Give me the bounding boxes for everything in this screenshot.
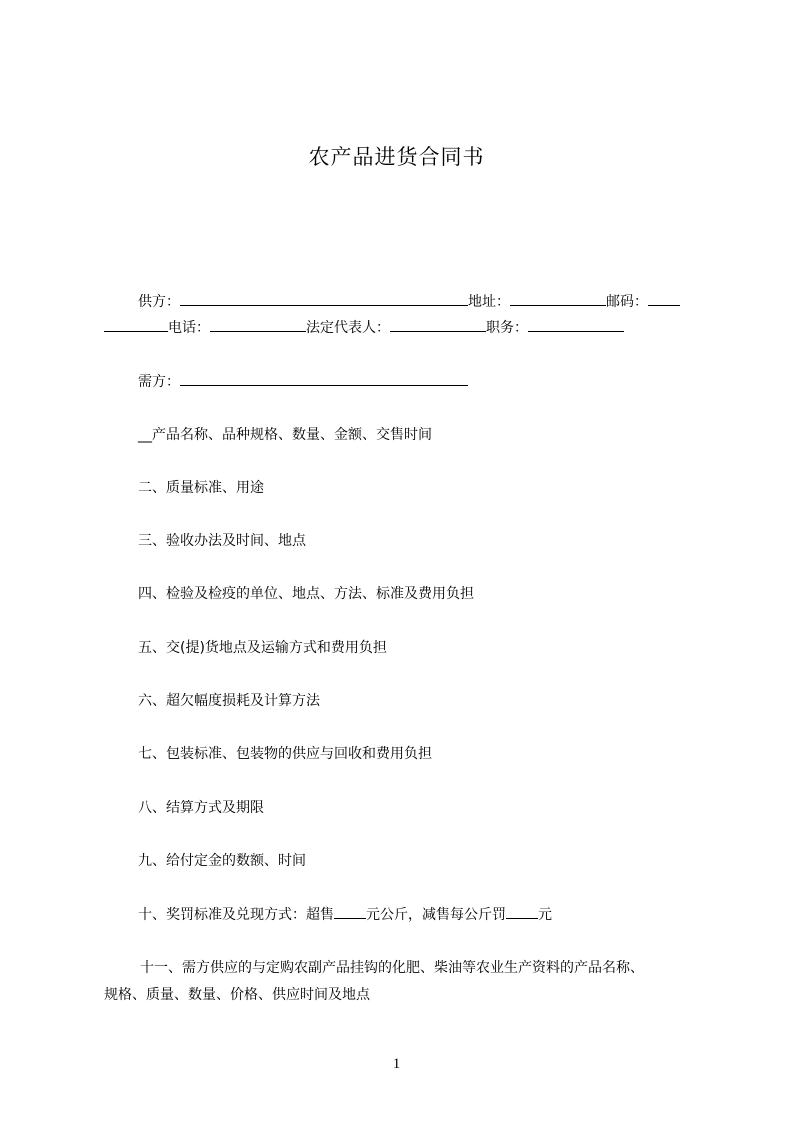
clause-1: __产品名称、品种规格、数量、金额、交售时间 bbox=[138, 427, 432, 443]
supplier-line bbox=[138, 291, 680, 312]
legal-rep-label: 法定代表人： bbox=[306, 320, 390, 336]
clause-10-suffix: 元 bbox=[538, 907, 552, 923]
phone-label: 电话： bbox=[168, 320, 210, 336]
document-title: 农产品进货合同书 bbox=[308, 145, 485, 169]
supplier-label: 供方： bbox=[138, 294, 180, 310]
clause-11-line-2: 规格、质量、数量、价格、供应时间及地点 bbox=[104, 987, 370, 1003]
buyer-blank[interactable] bbox=[180, 371, 468, 386]
position-label: 职务： bbox=[486, 320, 528, 336]
clause-8: 八、结算方式及期限 bbox=[138, 800, 264, 816]
oversale-blank[interactable] bbox=[334, 904, 366, 919]
page-number: 1 bbox=[392, 1056, 401, 1072]
position-blank[interactable] bbox=[528, 317, 624, 332]
phone-blank[interactable] bbox=[210, 317, 306, 332]
supplier-line-2 bbox=[104, 317, 624, 338]
postcode-blank[interactable] bbox=[648, 291, 680, 306]
legal-rep-blank[interactable] bbox=[390, 317, 486, 332]
address-blank[interactable] bbox=[510, 291, 606, 306]
clause-9: 九、给付定金的数额、时间 bbox=[138, 853, 306, 869]
postcode-label: 邮码： bbox=[606, 294, 648, 310]
address-label: 地址： bbox=[468, 294, 510, 310]
clause-4: 四、检验及检疫的单位、地点、方法、标准及费用负担 bbox=[138, 586, 474, 602]
clause-6: 六、超欠幅度损耗及计算方法 bbox=[138, 693, 320, 709]
buyer-label: 需方： bbox=[138, 374, 180, 390]
clause-7: 七、包装标准、包装物的供应与回收和费用负担 bbox=[138, 746, 432, 762]
buyer-line bbox=[138, 371, 468, 392]
clause-10 bbox=[138, 904, 552, 925]
undersale-penalty-blank[interactable] bbox=[506, 904, 538, 919]
postcode-blank-cont[interactable] bbox=[104, 317, 168, 332]
clause-2: 二、质量标准、用途 bbox=[138, 480, 264, 496]
clause-10-prefix: 十、奖罚标准及兑现方式：超售 bbox=[138, 907, 334, 923]
clause-3: 三、验收办法及时间、地点 bbox=[138, 533, 306, 549]
clause-11-line-1: 十一、需方供应的与定购农副产品挂钩的化肥、柴油等农业生产资料的产品名称、 bbox=[140, 960, 644, 976]
supplier-blank[interactable] bbox=[180, 291, 468, 306]
clause-10-mid: 元公斤，减售每公斤罚 bbox=[366, 907, 506, 923]
clause-5: 五、交(提)货地点及运输方式和费用负担 bbox=[138, 640, 387, 656]
